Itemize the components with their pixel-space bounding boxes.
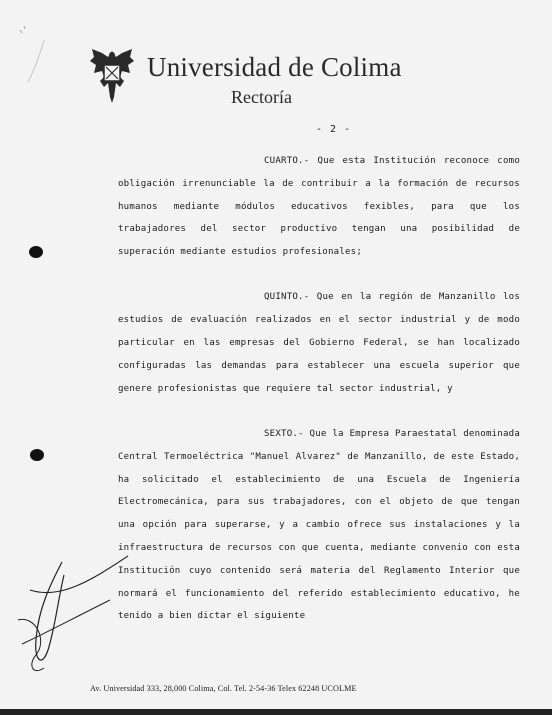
paragraph-sexto [118, 423, 520, 628]
paragraph-quinto [118, 286, 520, 400]
university-seal-logo [88, 47, 136, 105]
paragraph-sexto-text: SEXTO.- Que la Empresa Paraestatal denominada Central Termoeléctrica "Manuel Alvarez" de Manzanillo, de este Estado, ha solicitado el establecimiento de una Escuela de Ingeniería Electromecánica, para sus trabajadores, con el objeto de que tengan una opción para superarse, y a cambio ofrece sus instalaciones y la infraestructura de recursos con que cuenta, mediante convenio con esta Institución cuyo contenido será materia del Reglamento Interior que normará el funcionamiento del referido establecimiento educativo, he tenido a bien dictar el siguiente [118, 428, 520, 622]
footer-address: Av. Universidad 333, 28,000 Colima, Col. Tel. 2-54-36 Telex 62248 UCOLME [90, 684, 357, 693]
paragraph-quinto-text: QUINTO.- Que en la región de Manzanillo los estudios de evaluación realizados en el sector industrial y de modo particular en las empresas del Gobierno Federal, se han localizado configuradas las demandas para establecer una escuela superior que genere profesionistas que requiere tal sector industrial, y [118, 292, 520, 394]
punch-hole-top [29, 246, 43, 258]
page-number: - 2 - [316, 124, 352, 135]
paragraph-cuarto [118, 150, 520, 264]
office-name: Rectoría [231, 87, 292, 107]
scan-edge [0, 709, 552, 715]
letter-body [118, 150, 520, 628]
institution-name: Universidad de Colima [147, 52, 402, 82]
paragraph-cuarto-text: CUARTO.- Que esta Institución reconoce como obligación irrenunciable la de contribuir a la formación de recursos humanos mediante módulos educativos fexibles, para que los trabajadores del sector productivo tengan una posibilidad de superación mediante estudios profesionales; [118, 156, 520, 258]
punch-hole-bottom [30, 449, 44, 461]
